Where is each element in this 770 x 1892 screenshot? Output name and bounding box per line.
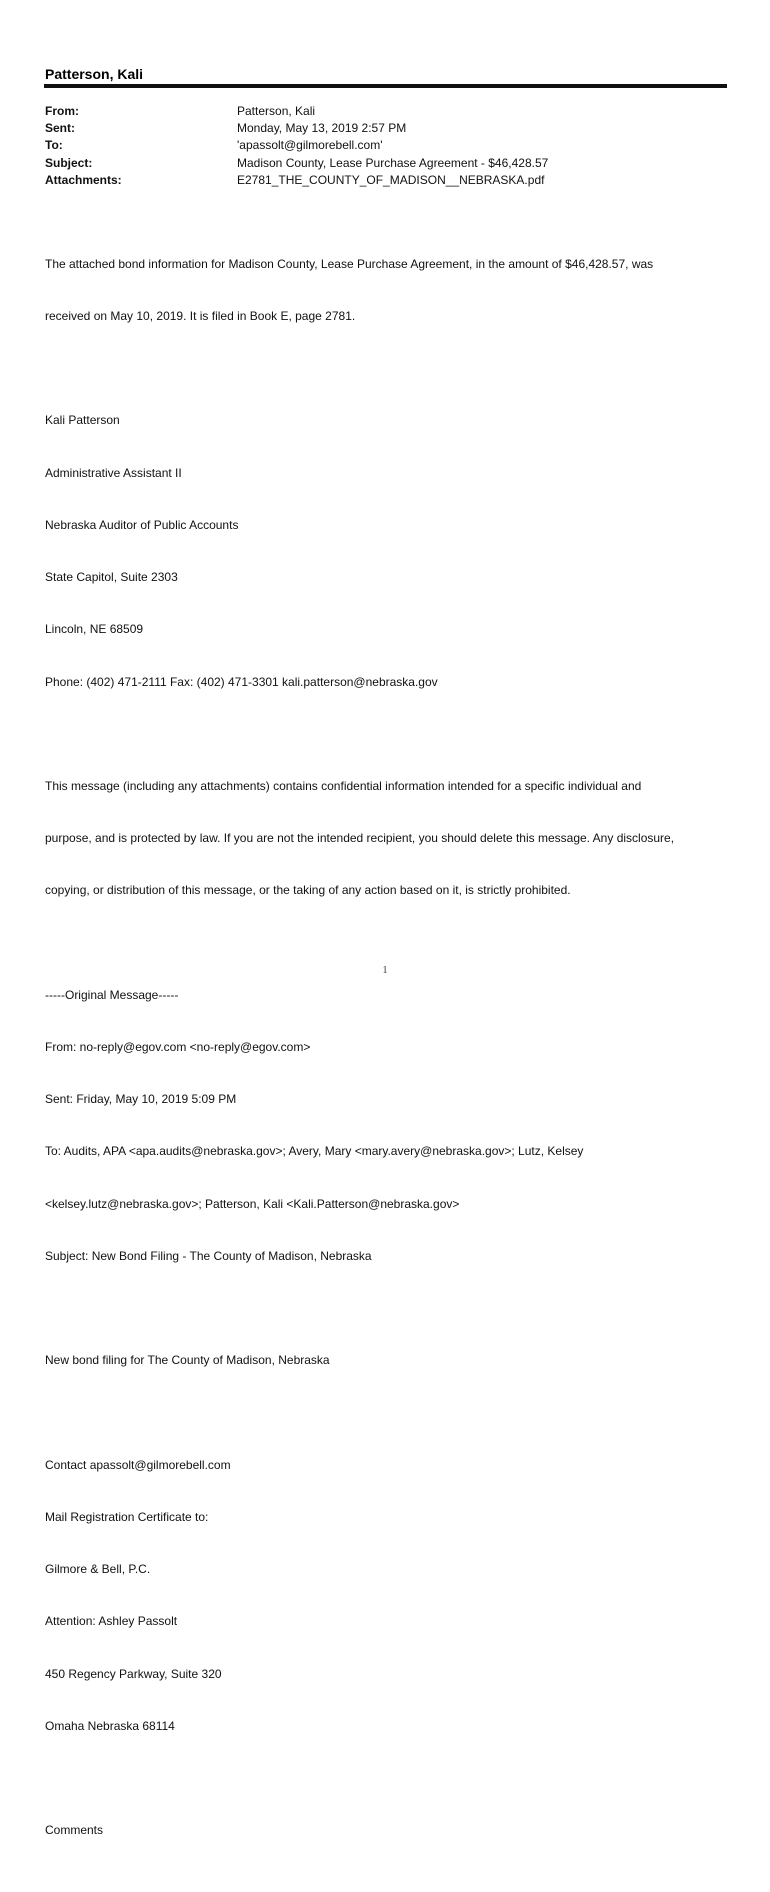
header-value: Monday, May 13, 2019 2:57 PM <box>237 121 407 136</box>
text-line: received on May 10, 2019. It is filed in Book E, page 2781. <box>45 309 356 324</box>
text-line: copying, or distribution of this message, or the taking of any action based on it, is strictly prohibited. <box>45 883 571 898</box>
text-line: Gilmore & Bell, P.C. <box>45 1562 151 1577</box>
header-row-attachments <box>45 172 645 189</box>
comments-block <box>45 1787 735 1874</box>
text-line: This message (including any attachments) contains confidential information intended for a specific individual and <box>45 778 642 793</box>
text-line: Nebraska Auditor of Public Accounts <box>45 517 239 532</box>
sender-name: Patterson, Kali <box>45 66 144 82</box>
text-line: The attached bond information for Madison County, Lease Purchase Agreement, in the amount of $46,428.57, was <box>45 256 654 271</box>
intro-paragraph <box>45 221 735 360</box>
header-row-from <box>45 103 645 120</box>
header-label: To: <box>45 138 63 153</box>
original-message-block <box>45 952 735 1300</box>
email-body <box>45 221 735 1892</box>
page-number: 1 <box>382 965 388 976</box>
header-label: Sent: <box>45 121 75 136</box>
header-label: Subject: <box>45 155 93 170</box>
text-line: purpose, and is protected by law. If you are not the intended recipient, you should delete this message. Any disclosure, <box>45 831 675 846</box>
header-row-to <box>45 137 645 154</box>
header-label: Attachments: <box>45 172 122 187</box>
header-label: From: <box>45 104 79 118</box>
header-row-subject <box>45 155 645 172</box>
signature-block <box>45 378 735 726</box>
contact-block <box>45 1422 735 1770</box>
text-line: Phone: (402) 471-2111 Fax: (402) 471-3301 kali.patterson@nebraska.gov <box>45 674 438 689</box>
header-value: Patterson, Kali <box>237 104 316 118</box>
text-line: <kelsey.lutz@nebraska.gov>; Patterson, Kali <Kali.Patterson@nebraska.gov> <box>45 1196 460 1211</box>
text-line: Comments <box>45 1823 104 1838</box>
text-line: From: no-reply@egov.com <no-reply@egov.com> <box>45 1040 311 1055</box>
text-line: -----Original Message----- <box>45 987 179 1002</box>
text-line: Administrative Assistant II <box>45 465 182 480</box>
text-line: To: Audits, APA <apa.audits@nebraska.gov>; Avery, Mary <mary.avery@nebraska.gov>; Lutz, Kelsey <box>45 1144 584 1159</box>
text-line: Attention: Ashley Passolt <box>45 1614 178 1629</box>
text-line: Lincoln, NE 68509 <box>45 622 144 637</box>
text-line: Sent: Friday, May 10, 2019 5:09 PM <box>45 1092 237 1107</box>
text-line: Subject: New Bond Filing - The County of Madison, Nebraska <box>45 1248 372 1263</box>
text-line: Kali Patterson <box>45 413 120 428</box>
header-row-sent <box>45 120 645 137</box>
attachment-filename: E2781_THE_COUNTY_OF_MADISON__NEBRASKA.pdf <box>237 172 545 187</box>
filing-note <box>45 1318 735 1405</box>
text-line: Mail Registration Certificate to: <box>45 1509 209 1524</box>
disclaimer-paragraph <box>45 743 735 934</box>
text-line: State Capitol, Suite 2303 <box>45 570 178 585</box>
text-line: New bond filing for The County of Madison, Nebraska <box>45 1353 330 1368</box>
text-line: 450 Regency Parkway, Suite 320 <box>45 1666 222 1681</box>
text-line: Omaha Nebraska 68114 <box>45 1718 175 1733</box>
text-line: Contact apassolt@gilmorebell.com <box>45 1457 231 1472</box>
header-divider <box>44 84 727 88</box>
header-value: Madison County, Lease Purchase Agreement - $46,428.57 <box>237 155 549 170</box>
header-value: 'apassolt@gilmorebell.com' <box>237 138 383 153</box>
